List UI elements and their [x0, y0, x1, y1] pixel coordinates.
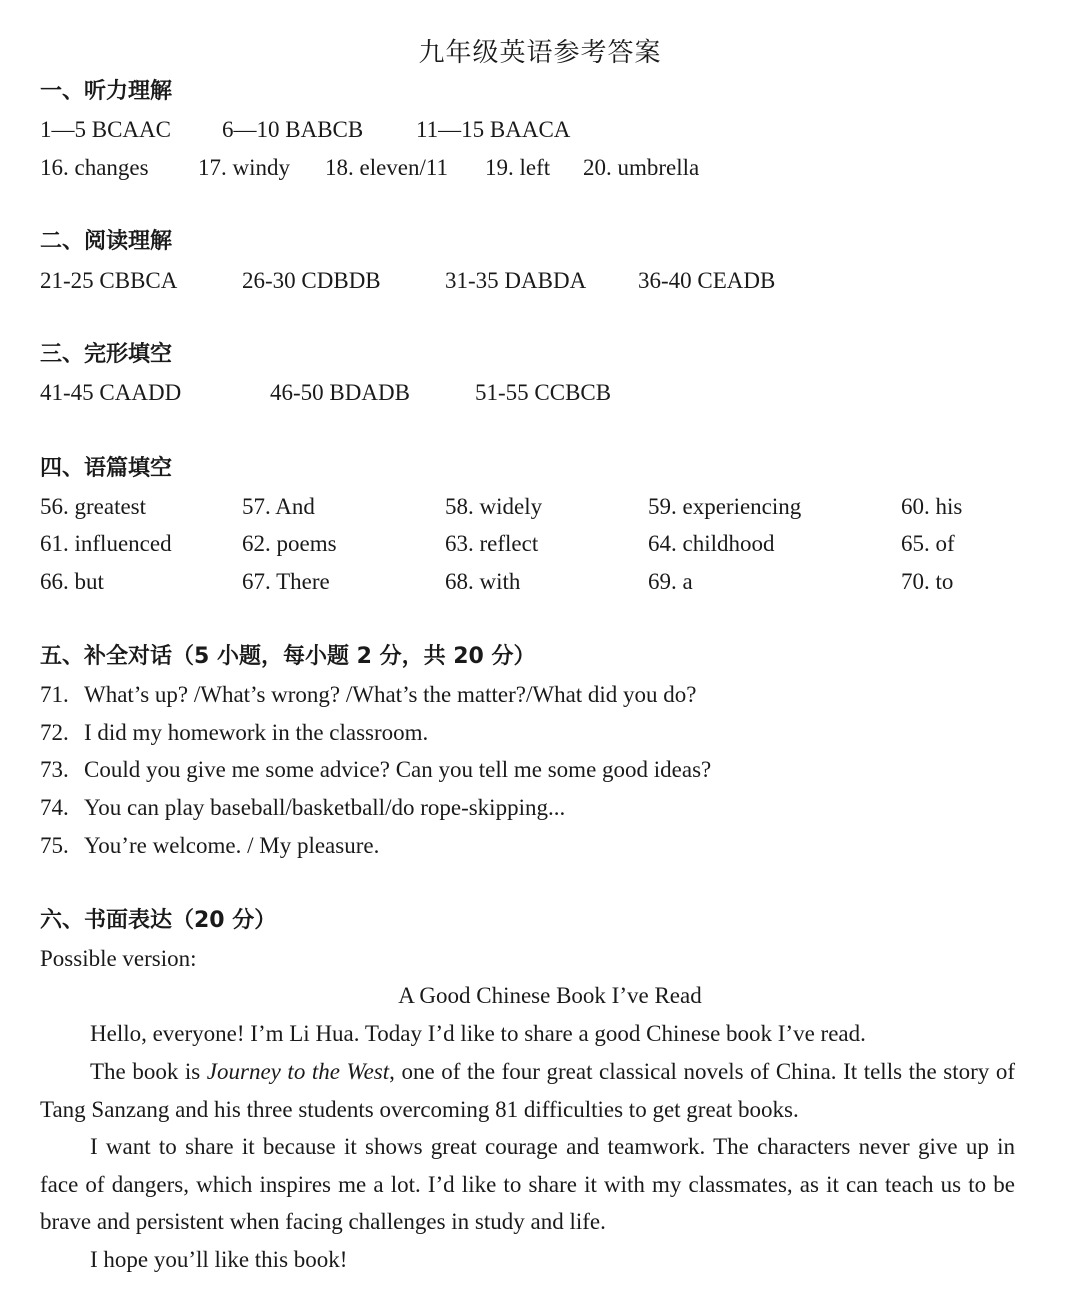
dialogue-answer: You can play baseball/basketball/do rope-skipping... — [84, 795, 566, 820]
essay-text: The book is — [90, 1059, 207, 1084]
answer-item: 57. And — [242, 494, 315, 519]
dialogue-answer: What’s up? /What’s wrong? /What’s the matter?/What did you do? — [84, 682, 697, 707]
dialogue-answer: You’re welcome. / My pleasure. — [84, 833, 380, 858]
book-title: Journey to the West — [206, 1059, 390, 1084]
answer-group: 41-45 CAADD — [40, 380, 182, 405]
dialogue-number: 71. — [40, 682, 69, 707]
answer-item: 60. his — [901, 494, 963, 519]
answer-item: 16. changes — [40, 155, 149, 180]
section-heading-cloze: 三、完形填空 — [40, 342, 173, 367]
answer-group: 26-30 CDBDB — [242, 268, 381, 293]
answer-item: 69. a — [648, 569, 693, 594]
answer-group: 51-55 CCBCB — [475, 380, 612, 405]
answer-group: 11—15 BAACA — [416, 117, 571, 142]
dialogue-answer: I did my homework in the classroom. — [84, 720, 429, 745]
dialogue-number: 75. — [40, 833, 69, 858]
answer-item: 68. with — [445, 569, 521, 594]
section-heading-writing: 六、书面表达（20 分） — [40, 908, 277, 933]
essay-paragraph-3: I want to share it because it shows great courage and teamwork. The characters never give up in face of dangers, which inspires me a lot. I’d like to share it with my classmates, as it can teach us to be brave and persistent when facing challenges in study and life. — [40, 1134, 1015, 1234]
answer-group: 36-40 CEADB — [638, 268, 776, 293]
answer-item: 59. experiencing — [648, 494, 802, 519]
dialogue-number: 72. — [40, 720, 69, 745]
answer-item: 20. umbrella — [583, 155, 700, 180]
answer-group: 46-50 BDADB — [270, 380, 410, 405]
answer-group: 31-35 DABDA — [445, 268, 587, 293]
essay-paragraph-2 — [40, 1053, 1015, 1128]
essay-paragraph-4: I hope you’ll like this book! — [90, 1247, 348, 1272]
answer-group: 1—5 BCAAC — [40, 117, 171, 142]
answer-item: 56. greatest — [40, 494, 147, 519]
page-title: 九年级英语参考答案 — [418, 38, 662, 68]
dialogue-number: 73. — [40, 757, 69, 782]
section-heading-passage-fill: 四、语篇填空 — [40, 456, 173, 481]
answer-item: 58. widely — [445, 494, 543, 519]
answer-item: 61. influenced — [40, 531, 172, 556]
answer-item: 64. childhood — [648, 531, 775, 556]
answer-item: 17. windy — [198, 155, 290, 180]
answer-item: 62. poems — [242, 531, 337, 556]
essay-text: , one of the four great classical novels of China. It tells the story of Tang Sanzang and his three students overcoming 81 difficulties to get great books. — [40, 1059, 1015, 1122]
answer-item: 18. eleven/11 — [325, 155, 449, 180]
answer-item: 65. of — [901, 531, 955, 556]
answer-item: 63. reflect — [445, 531, 539, 556]
section-heading-listening: 一、听力理解 — [40, 79, 173, 104]
section-heading-dialogue: 五、补全对话（5 小题，每小题 2 分，共 20 分） — [40, 644, 536, 669]
dialogue-answer: Could you give me some advice? Can you tell me some good ideas? — [84, 757, 712, 782]
answer-item: 19. left — [485, 155, 551, 180]
essay-paragraph-1: Hello, everyone! I’m Li Hua. Today I’d like to share a good Chinese book I’ve read. — [90, 1021, 866, 1046]
answer-item: 70. to — [901, 569, 954, 594]
possible-version-label: Possible version: — [40, 946, 197, 971]
essay-title: A Good Chinese Book I’ve Read — [398, 983, 702, 1008]
answer-group: 6—10 BABCB — [222, 117, 364, 142]
answer-item: 67. There — [242, 569, 330, 594]
section-heading-reading: 二、阅读理解 — [40, 229, 173, 254]
dialogue-number: 74. — [40, 795, 69, 820]
answer-group: 21-25 CBBCA — [40, 268, 178, 293]
answer-item: 66. but — [40, 569, 104, 594]
